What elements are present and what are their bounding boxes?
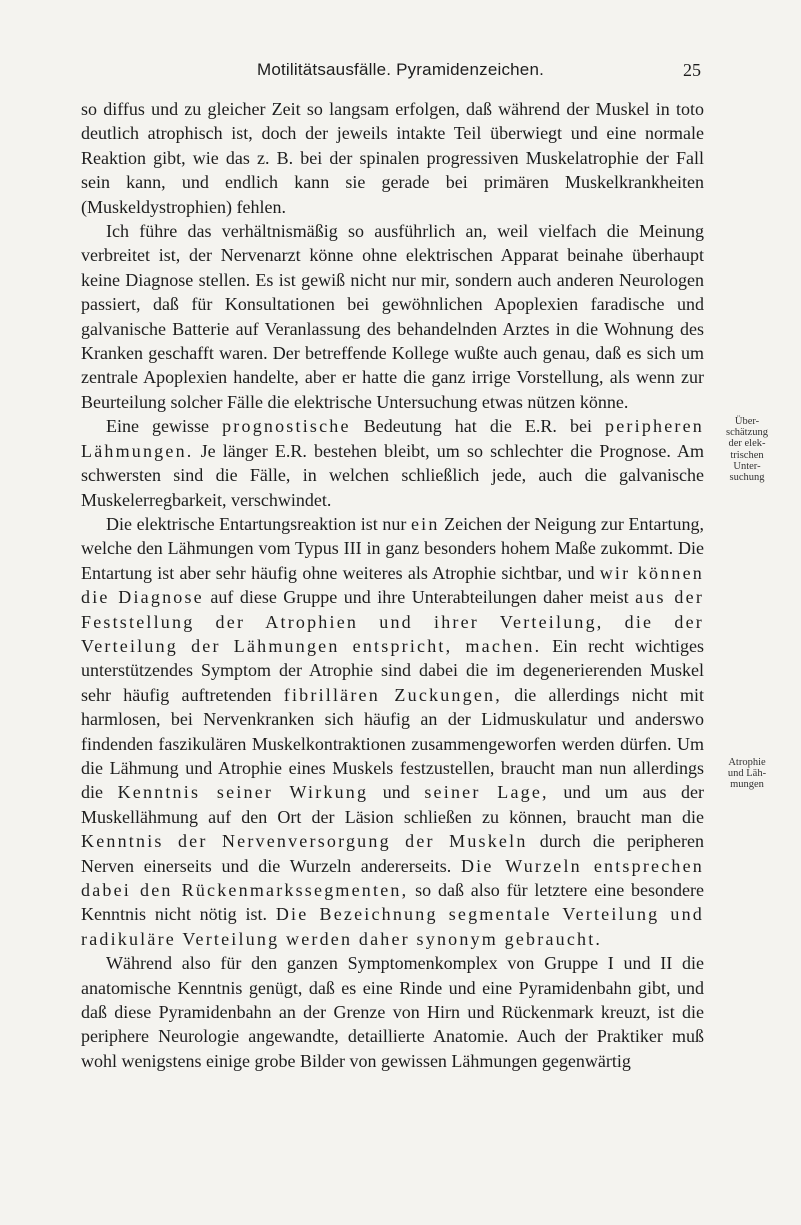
p4-text: auf diese Gruppe und ihre Unterabteilungen daher meist xyxy=(203,587,636,608)
body-text xyxy=(81,97,704,1073)
p4-text: und um aus der Muskellähmung auf den Ort der Läsion schließen zu können, braucht man die xyxy=(81,782,705,827)
margin-note-line: suchung xyxy=(729,472,765,484)
page-header xyxy=(0,60,801,84)
p3-emphasis: prognostische xyxy=(222,416,351,437)
paragraph-5: Während also für den ganzen Symptomenkomplex von Gruppe I und II die anatomische Kenntnis genügt, daß es eine Rinde und eine Pyramidenbahn gibt, und daß diese Pyramidenbahn an der Grenze von Hirn und Rückenmark kreuzt, ist die periphere Neurologie angewandte, detaillierte Anatomie. Auch der Praktiker muß wohl wenigstens einige grobe Bilder von gewissen Lähmungen gegenwärtig xyxy=(81,953,704,1071)
margin-note-line: Über- xyxy=(734,416,760,427)
p4-text: die allerdings nicht mit harmlosen, bei Nervenkranken sich häufig an der Lidmuskulatur und anderswo findenden faszikulären Muskelkontraktionen zusammengeworfen werden dürfen. Um die Lähmung und Atrophie eines Muskels festzustellen, braucht man nun allerdings die xyxy=(81,684,705,803)
p4-text: Die elektrische Entartungsreaktion ist nur xyxy=(106,513,411,534)
p3-text: Bedeutung hat die E.R. bei xyxy=(350,416,606,437)
margin-note-line: mungen xyxy=(730,779,764,791)
p4-text: Ein recht wichtiges unterstützendes Symptom der Atrophie sind dabei die im degenerierenden Muskel sehr häufig auftretenden xyxy=(81,635,704,705)
p4-text: durch die peripheren Nerven einerseits und die Wurzeln andererseits. xyxy=(81,831,704,876)
paragraph-2: Ich führe das verhältnismäßig so ausführlich an, weil vielfach die Meinung verbreitet ist, der Nervenarzt könne ohne elektrischen Apparat beinahe überhaupt keine Diagnose stellen. Es ist gewiß nicht nur mir, sondern auch anderen Neurologen passiert, daß für Konsultationen bei gewöhnlichen Apoplexien faradische und galvanische Batterie auf Veranlassung des behandelnden Arztes in die Wohnung des Kranken geschafft waren. Der betreffende Kollege wußte auch genau, daß es sich um zentrale Apoplexien handelte, aber er hatte die ganz irrige Vorstellung, als wenn zur Beurteilung solcher Fälle die elektrische Untersuchung etwas nützen könne. xyxy=(81,221,704,412)
margin-note-line: und Läh- xyxy=(727,768,767,780)
margin-note-line: Unter- xyxy=(733,460,761,472)
margin-note-line: der elek- xyxy=(728,438,766,450)
page-number: 25 xyxy=(683,60,701,80)
margin-note-line: schätzung xyxy=(726,427,768,439)
p4-emphasis: Kenntnis der Nervenversorgung der Muskeln xyxy=(81,831,528,852)
p4-emphasis: aus der Feststellung der Atrophien und ihrer Verteilung, die der Verteilung der Lähmungen entspricht, machen. xyxy=(81,587,705,656)
margin-note-atrophy-paralysis xyxy=(707,757,787,791)
margin-note-line: Atrophie xyxy=(728,757,766,768)
p3-emphasis: peripheren Lähmungen. xyxy=(81,416,704,461)
p4-emphasis: ein xyxy=(410,513,440,534)
p4-text: so daß also für letztere eine besondere Kenntnis nicht nötig ist. xyxy=(81,880,704,925)
p4-text: Zeichen der Neigung zur Entartung, welche den Lähmungen vom Typus III in ganz besonders hohem Maße zukommt. Die Entartung ist aber sehr häufig ohne weiteres als Atrophie sichtbar, und xyxy=(81,513,704,583)
margin-note-electrical-examination xyxy=(707,416,787,483)
p3-text: Je länger E.R. bestehen bleibt, um so schlechter die Prognose. Am schwersten sind die Fälle, in welchen schließlich jede, auch die galvanische Muskelerregbarkeit, verschwindet. xyxy=(81,440,704,510)
p3-text: Eine gewisse xyxy=(106,416,223,437)
p4-emphasis: wir können die Diagnose xyxy=(81,562,704,608)
p4-emphasis: Kenntnis seiner Wirkung xyxy=(117,782,369,803)
p4-emphasis: seiner Lage, xyxy=(424,782,549,803)
p4-emphasis: Die Wurzeln entsprechen dabei den Rückenmarkssegmenten, xyxy=(81,855,705,900)
p4-emphasis: Die Bezeichnung segmentale Verteilung und radikuläre Verteilung werden daher synonym gebraucht. xyxy=(81,904,704,949)
paragraph-3 xyxy=(81,414,704,512)
margin-note-line: trischen xyxy=(730,449,764,461)
running-head: Motilitätsausfälle. Pyramidenzeichen. xyxy=(256,60,545,79)
p4-emphasis: fibrillären Zuckungen, xyxy=(283,684,502,705)
p4-text: und xyxy=(368,782,425,803)
paragraph-1: so diffus und zu gleicher Zeit so langsam erfolgen, daß während der Muskel in toto deutlich atrophisch ist, doch der jeweils intakte Teil überwiegt und eine normale Reaktion gibt, wie das z. B. bei der spinalen progressiven Muskelatrophie der Fall sein kann, und endlich kann sie gerade bei primären Muskelkrankheiten (Muskeldystrophien) fehlen. xyxy=(81,99,704,217)
paragraph-4 xyxy=(81,512,704,951)
